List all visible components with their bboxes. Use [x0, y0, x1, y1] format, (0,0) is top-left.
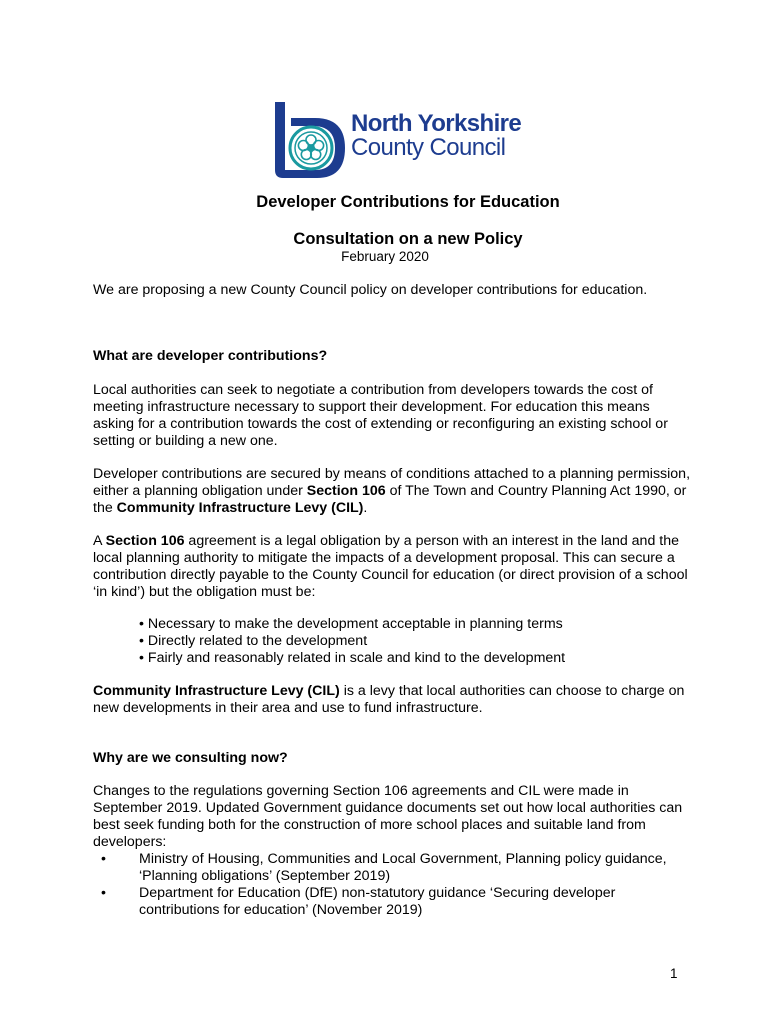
text-segment: of The Town and Country Planning Act 1990, or the	[93, 483, 687, 516]
bold-section-106: Section 106	[306, 483, 386, 499]
list-item-text: Ministry of Housing, Communities and Local Government, Planning policy guidance, ‘Planning obligations’ (September 2019)	[139, 851, 667, 884]
document-subtitle: Consultation on a new Policy	[293, 230, 523, 248]
document-date: February 2020	[341, 249, 429, 264]
text-segment: is a levy that local authorities can choose to charge on new developments in their area and use to fund infrastructure.	[93, 683, 685, 716]
text-segment: A	[93, 533, 106, 549]
list-item: • Directly related to the development	[139, 633, 368, 649]
logo-wordmark	[351, 112, 521, 160]
paragraph-local-authorities: Local authorities can seek to negotiate a contribution from developers towards the cost of meeting infrastructure necessary to support their development. For education this means asking for a contribution towards the cost of extending or reconfiguring an existing school or setting or building a new one.	[93, 382, 668, 449]
paragraph-changes: Changes to the regulations governing Section 106 agreements and CIL were made in September 2019. Updated Government guidance documents set out how local authorities can best seek funding both for the construction of more school places and suitable land from developers:	[93, 783, 683, 850]
section-heading-what: What are developer contributions?	[93, 348, 328, 364]
list-item-text: Department for Education (DfE) non-statutory guidance ‘Securing developer contributions for education’ (November 2019)	[139, 885, 616, 918]
paragraph-contributions-secured	[93, 466, 693, 517]
document-title: Developer Contributions for Education	[256, 193, 560, 211]
list-item	[93, 885, 693, 919]
bold-section-106: Section 106	[105, 533, 185, 549]
bold-cil: Community Infrastructure Levy (CIL)	[93, 683, 340, 699]
bullet-icon: •	[101, 851, 106, 867]
logo-line-2: County Council	[351, 134, 506, 161]
list-item: • Necessary to make the development acceptable in planning terms	[139, 616, 563, 632]
paragraph-cil	[93, 683, 693, 717]
guidance-list	[93, 851, 693, 919]
text-segment: Developer contributions are secured by means of conditions attached to a planning permission, either a planning obligation under	[93, 466, 691, 499]
bold-cil: Community Infrastructure Levy (CIL)	[116, 500, 364, 516]
list-item	[93, 851, 693, 885]
paragraph-section-106	[93, 533, 693, 601]
list-item: • Fairly and reasonably related in scale and kind to the development	[139, 650, 566, 666]
logo-line-1: North Yorkshire	[351, 110, 522, 137]
text-segment: .	[363, 500, 368, 516]
rose-emblem-icon	[269, 100, 349, 180]
bullet-icon: •	[101, 885, 106, 901]
page-number: 1	[670, 966, 678, 981]
obligation-criteria-list	[139, 616, 565, 667]
section-heading-why: Why are we consulting now?	[93, 750, 288, 766]
text-segment: agreement is a legal obligation by a person with an interest in the land and the local planning authority to mitigate the impacts of a development proposal. This can secure a contribution directly payable to the County Council for education (or direct provision of a school ‘in kind’) but the obligation must be:	[93, 533, 688, 600]
intro-paragraph: We are proposing a new County Council policy on developer contributions for education.	[93, 282, 648, 298]
council-logo	[269, 100, 559, 180]
